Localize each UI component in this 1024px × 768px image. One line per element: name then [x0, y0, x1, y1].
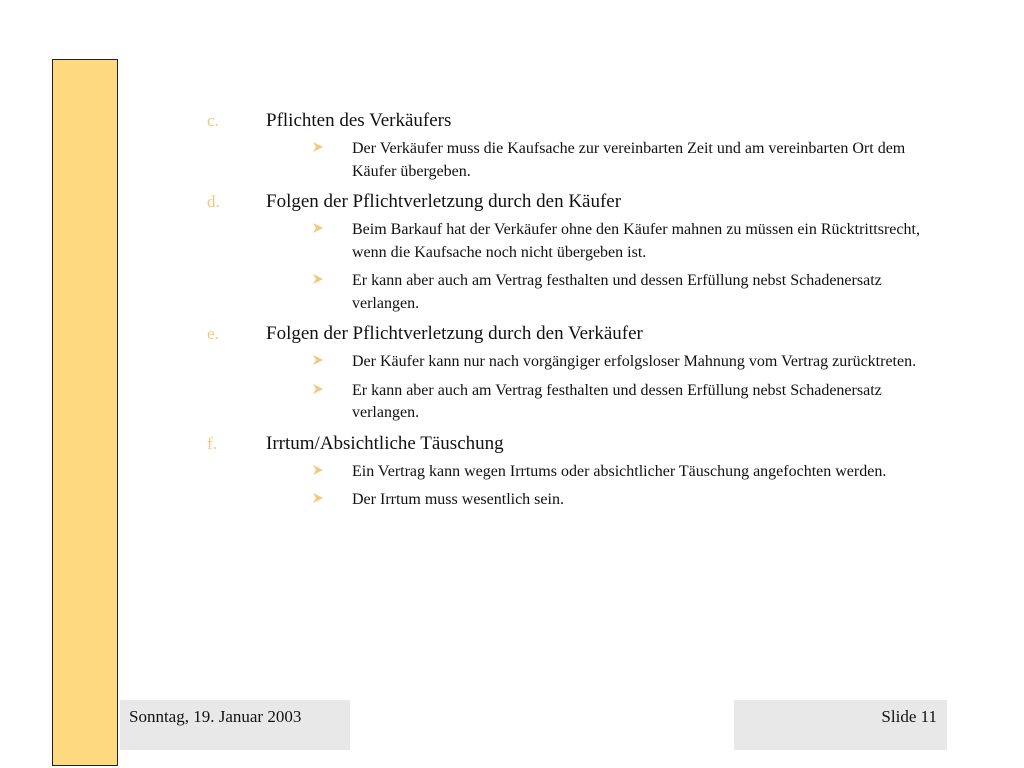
bullet-text: Der Verkäufer muss die Kaufsache zur vereinbarten Zeit und am vereinbarten Ort dem Käufer übergeben. — [352, 140, 906, 180]
arrow-bullet-icon — [312, 492, 324, 504]
section-letter: e. — [207, 324, 219, 343]
footer-date-box — [120, 700, 350, 750]
section-e — [200, 321, 940, 425]
section-letter: f. — [207, 433, 217, 453]
bullet-list — [200, 461, 940, 512]
arrow-bullet-icon — [312, 141, 324, 153]
slide-number: Slide 11 — [881, 707, 937, 726]
slide-content — [200, 108, 940, 518]
footer-slide-box — [734, 700, 947, 750]
section-c — [200, 108, 940, 183]
section-letter: d. — [207, 192, 220, 211]
arrow-bullet-icon — [312, 222, 324, 234]
bullet-list — [200, 138, 940, 183]
list-item — [200, 138, 944, 183]
list-item — [200, 270, 944, 315]
list-item — [200, 489, 944, 512]
section-letter: c. — [207, 111, 219, 130]
section-heading — [200, 108, 940, 134]
arrow-bullet-icon — [312, 273, 324, 285]
bullet-list — [200, 351, 940, 425]
section-f — [200, 431, 940, 512]
section-heading-text: Pflichten des Verkäufers — [266, 110, 452, 131]
list-item — [200, 219, 944, 264]
section-heading — [200, 189, 940, 215]
bullet-text: Er kann aber auch am Vertrag festhalten und dessen Erfüllung nebst Schadenersatz verlangen. — [352, 272, 882, 312]
section-heading-text: Folgen der Pflichtverletzung durch den Verkäufer — [266, 323, 643, 344]
arrow-bullet-icon — [312, 464, 324, 476]
list-item — [200, 351, 944, 374]
arrow-bullet-icon — [312, 383, 324, 395]
bullet-list — [200, 219, 940, 315]
bullet-text: Er kann aber auch am Vertrag festhalten und dessen Erfüllung nebst Schadenersatz verlangen. — [352, 381, 882, 421]
footer-date: Sonntag, 19. Januar 2003 — [129, 707, 302, 726]
section-heading-text: Irrtum/Absichtliche Täuschung — [266, 432, 504, 454]
side-bar-decoration — [52, 59, 118, 766]
bullet-text: Der Käufer kann nur nach vorgängiger erfolgsloser Mahnung vom Vertrag zurücktreten. — [352, 353, 917, 370]
section-d — [200, 189, 940, 315]
bullet-text: Ein Vertrag kann wegen Irrtums oder absichtlicher Täuschung angefochten werden. — [352, 462, 887, 480]
section-heading — [200, 431, 940, 457]
section-heading — [200, 321, 940, 347]
bullet-text: Beim Barkauf hat der Verkäufer ohne den Käufer mahnen zu müssen ein Rücktrittsrecht, wenn die Kaufsache noch nicht übergeben ist. — [352, 221, 920, 261]
list-item — [200, 461, 944, 484]
section-heading-text: Folgen der Pflichtverletzung durch den Käufer — [266, 191, 622, 212]
arrow-bullet-icon — [312, 354, 324, 366]
bullet-text: Der Irrtum muss wesentlich sein. — [352, 491, 564, 508]
list-item — [200, 380, 944, 425]
